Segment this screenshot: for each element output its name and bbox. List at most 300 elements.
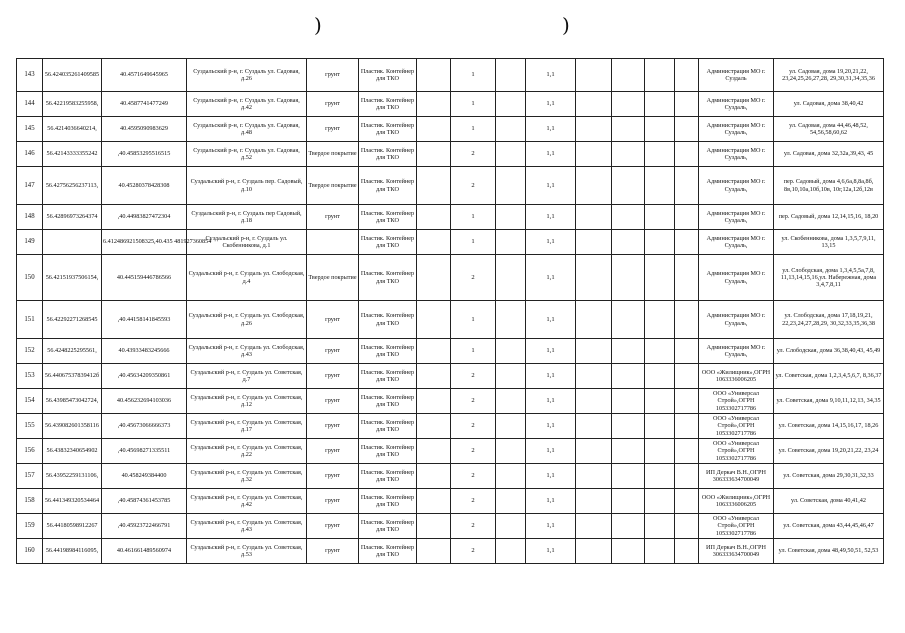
empty-cell — [675, 301, 699, 339]
address-cell: Суздальский р-н, г. Суздаль ул. Советская, д.53 — [187, 539, 307, 564]
empty-cell — [417, 167, 451, 205]
empty-cell — [645, 301, 675, 339]
served-addresses-cell: ул. Советская, дома 40,41,42 — [774, 489, 884, 514]
empty-cell — [576, 464, 612, 489]
longitude-cell: 40.4595090983629 — [102, 117, 187, 142]
empty-cell — [645, 439, 675, 464]
empty-cell — [576, 539, 612, 564]
row-number: 149 — [17, 230, 43, 255]
served-addresses-cell: ул. Советская, дома 19,20,21,22, 23,24 — [774, 439, 884, 464]
surface-cover-cell: Твердое покрытие — [307, 255, 359, 301]
empty-cell — [576, 59, 612, 92]
empty-cell — [645, 514, 675, 539]
row-number: 159 — [17, 514, 43, 539]
container-count-cell: 1 — [451, 92, 496, 117]
owner-cell: Администрация МО г. Суздаль, — [699, 205, 774, 230]
address-cell: Суздальский р-н, г. Суздаль ул. Советская, д.17 — [187, 414, 307, 439]
surface-cover-cell: грунт — [307, 205, 359, 230]
latitude-cell: 56.42896973264374 — [43, 205, 102, 230]
bracket-mark-left: ) — [314, 13, 322, 37]
container-volume-cell: 1,1 — [526, 230, 576, 255]
row-number: 154 — [17, 389, 43, 414]
empty-cell — [645, 464, 675, 489]
address-cell: Суздальский р-н, г. Суздаль ул. Слободская, д.4 — [187, 255, 307, 301]
longitude-cell: 40.456232694103036 — [102, 389, 187, 414]
container-volume-cell: 1,1 — [526, 464, 576, 489]
empty-cell — [417, 389, 451, 414]
served-addresses-cell: ул. Слободская, дома 36,38,40,43, 45,49 — [774, 339, 884, 364]
longitude-cell: 40.445159446786566 — [102, 255, 187, 301]
container-volume-cell: 1,1 — [526, 255, 576, 301]
empty-cell — [417, 142, 451, 167]
empty-cell — [675, 117, 699, 142]
container-count-cell: 2 — [451, 389, 496, 414]
table-row — [17, 464, 884, 489]
row-number: 153 — [17, 364, 43, 389]
owner-cell: ООО «Жилищник»,ОГРН 1063336006205 — [699, 489, 774, 514]
row-number: 157 — [17, 464, 43, 489]
surface-cover-cell: грунт — [307, 464, 359, 489]
empty-cell — [417, 117, 451, 142]
container-volume-cell: 1,1 — [526, 364, 576, 389]
empty-cell — [675, 230, 699, 255]
empty-cell — [417, 205, 451, 230]
latitude-cell: 56.44198984116095, — [43, 539, 102, 564]
container-count-cell: 1 — [451, 117, 496, 142]
container-volume-cell: 1,1 — [526, 59, 576, 92]
latitude-cell: 56.42292271268545 — [43, 301, 102, 339]
longitude-cell: 6.412486921508325,40.435 481927360854 — [102, 230, 187, 255]
empty-cell — [417, 230, 451, 255]
surface-cover-cell: грунт — [307, 339, 359, 364]
owner-cell: ИП Деркач В.Н.,ОГРН 306333634700049 — [699, 539, 774, 564]
longitude-cell: ,40.45923722466791 — [102, 514, 187, 539]
empty-cell — [675, 255, 699, 301]
latitude-cell: 56.44180598912267 — [43, 514, 102, 539]
served-addresses-cell: ул. Слободская, дома 17,18,19,21, 22,23,24,27,28,29, 30,32,33,35,36,38 — [774, 301, 884, 339]
empty-cell — [417, 92, 451, 117]
row-number: 150 — [17, 255, 43, 301]
container-count-cell: 2 — [451, 439, 496, 464]
surface-cover-cell: грунт — [307, 389, 359, 414]
latitude-cell: 56.424035261409585 — [43, 59, 102, 92]
latitude-cell: 56.4214036640214, — [43, 117, 102, 142]
owner-cell: Администрация МО г. Суздаль, — [699, 167, 774, 205]
empty-cell — [645, 167, 675, 205]
container-count-cell: 2 — [451, 489, 496, 514]
latitude-cell: 56.42756256237113, — [43, 167, 102, 205]
empty-cell — [496, 439, 526, 464]
owner-cell: Администрация МО г. Суздаль, — [699, 142, 774, 167]
served-addresses-cell: ул. Садовая, дома 44,46,48,52, 54,56,58,60,62 — [774, 117, 884, 142]
address-cell: Суздальский р-н, г. Суздаль ул. Садовая, д.52 — [187, 142, 307, 167]
empty-cell — [675, 92, 699, 117]
longitude-cell: ,40.45874361453785 — [102, 489, 187, 514]
longitude-cell: ,40.45853295516515 — [102, 142, 187, 167]
empty-cell — [576, 489, 612, 514]
served-addresses-cell: ул. Советская, дома 29,30,31,32,33 — [774, 464, 884, 489]
container-volume-cell: 1,1 — [526, 514, 576, 539]
served-addresses-cell: ул. Советская, дома 14,15,16,17, 18,26 — [774, 414, 884, 439]
empty-cell — [612, 514, 645, 539]
row-number: 146 — [17, 142, 43, 167]
container-type-cell: Пластик. Контейнер для ТКО — [359, 339, 417, 364]
container-count-cell: 2 — [451, 255, 496, 301]
container-type-cell: Пластик. Контейнер для ТКО — [359, 389, 417, 414]
row-number: 160 — [17, 539, 43, 564]
surface-cover-cell: грунт — [307, 364, 359, 389]
empty-cell — [645, 59, 675, 92]
table-row — [17, 364, 884, 389]
served-addresses-cell: ул. Садовая, дома 32,32а,39,43, 45 — [774, 142, 884, 167]
empty-cell — [417, 364, 451, 389]
latitude-cell: 56.42151937506154, — [43, 255, 102, 301]
empty-cell — [576, 339, 612, 364]
surface-cover-cell: грунт — [307, 59, 359, 92]
table-row — [17, 389, 884, 414]
empty-cell — [645, 142, 675, 167]
owner-cell: Администрация МО г. Суздаль, — [699, 92, 774, 117]
container-count-cell: 2 — [451, 142, 496, 167]
latitude-cell: 56.42143333355242 — [43, 142, 102, 167]
empty-cell — [612, 59, 645, 92]
empty-cell — [417, 539, 451, 564]
address-cell: Суздальский р-н, г. Суздаль ул. Советская, д.43 — [187, 514, 307, 539]
empty-cell — [612, 539, 645, 564]
served-addresses-cell: ул. Садовая, дома 19,20,21,22, 23,24,25,26,27,28, 29,30,31,34,35,36 — [774, 59, 884, 92]
row-number: 145 — [17, 117, 43, 142]
container-type-cell: Пластик. Контейнер для ТКО — [359, 439, 417, 464]
longitude-cell: 40.43933483245666 — [102, 339, 187, 364]
empty-cell — [612, 205, 645, 230]
table-body — [17, 59, 884, 564]
empty-cell — [675, 514, 699, 539]
empty-cell — [576, 301, 612, 339]
row-number: 143 — [17, 59, 43, 92]
empty-cell — [645, 92, 675, 117]
empty-cell — [576, 389, 612, 414]
empty-cell — [645, 230, 675, 255]
container-volume-cell: 1,1 — [526, 414, 576, 439]
empty-cell — [612, 92, 645, 117]
container-type-cell: Пластик. Контейнер для ТКО — [359, 142, 417, 167]
table-row — [17, 414, 884, 439]
empty-cell — [496, 301, 526, 339]
empty-cell — [496, 92, 526, 117]
longitude-cell: 40.4571649645965 — [102, 59, 187, 92]
owner-cell: ООО «Универсал Строй»,ОГРН 1053302717786 — [699, 439, 774, 464]
empty-cell — [576, 255, 612, 301]
empty-cell — [576, 230, 612, 255]
empty-cell — [496, 489, 526, 514]
container-sites-table — [16, 58, 884, 564]
table-row — [17, 439, 884, 464]
empty-cell — [612, 230, 645, 255]
container-volume-cell: 1,1 — [526, 301, 576, 339]
surface-cover-cell: Твердое покрытие — [307, 142, 359, 167]
container-type-cell: Пластик. Контейнер для ТКО — [359, 364, 417, 389]
owner-cell: Администрация МО г. Суздаль, — [699, 255, 774, 301]
table-row — [17, 117, 884, 142]
row-number: 155 — [17, 414, 43, 439]
served-addresses-cell: пер. Садовый, дома 12,14,15,16, 18,20 — [774, 205, 884, 230]
empty-cell — [496, 59, 526, 92]
latitude-cell: 56.42219583255958, — [43, 92, 102, 117]
address-cell: Суздальский р-н, г. Суздаль ул. Скобенникова, д.1 — [187, 230, 307, 255]
empty-cell — [612, 142, 645, 167]
table-row — [17, 339, 884, 364]
empty-cell — [645, 414, 675, 439]
longitude-cell: 40.4587741477249 — [102, 92, 187, 117]
owner-cell: Администрация МО г. Суздаль, — [699, 230, 774, 255]
address-cell: Суздальский р-н, г. Суздаль ул. Советская, д.42 — [187, 489, 307, 514]
empty-cell — [496, 255, 526, 301]
container-type-cell: Пластик. Контейнер для ТКО — [359, 539, 417, 564]
container-type-cell: Пластик. Контейнер для ТКО — [359, 414, 417, 439]
empty-cell — [675, 59, 699, 92]
longitude-cell: 40.45280378428308 — [102, 167, 187, 205]
empty-cell — [496, 464, 526, 489]
address-cell: Суздальский р-н, г. Суздаль пер Садовый, д.18 — [187, 205, 307, 230]
table-row — [17, 142, 884, 167]
empty-cell — [417, 464, 451, 489]
empty-cell — [496, 142, 526, 167]
owner-cell: ООО «Универсал Строй»,ОГРН 1053302717786 — [699, 389, 774, 414]
container-count-cell: 2 — [451, 167, 496, 205]
surface-cover-cell: грунт — [307, 539, 359, 564]
container-count-cell: 2 — [451, 414, 496, 439]
longitude-cell: ,40.45634209350861 — [102, 364, 187, 389]
empty-cell — [675, 489, 699, 514]
empty-cell — [496, 389, 526, 414]
empty-cell — [612, 489, 645, 514]
address-cell: Суздальский р-н, г. Суздаль ул. Советская, д.12 — [187, 389, 307, 414]
empty-cell — [645, 205, 675, 230]
table-row — [17, 167, 884, 205]
address-cell: Суздальский р-н, г. Суздаль ул. Советская, д.32 — [187, 464, 307, 489]
container-volume-cell: 1,1 — [526, 339, 576, 364]
empty-cell — [576, 117, 612, 142]
container-type-cell: Пластик. Контейнер для ТКО — [359, 301, 417, 339]
container-type-cell: Пластик. Контейнер для ТКО — [359, 230, 417, 255]
served-addresses-cell: ул. Слободская, дома 1,3,4,5,5а,7,8, 11,13,14,15,16,ул. Набережная, дома 3,4,7,8,11 — [774, 255, 884, 301]
longitude-cell: ,40.45673066666373 — [102, 414, 187, 439]
container-volume-cell: 1,1 — [526, 439, 576, 464]
container-count-cell: 1 — [451, 59, 496, 92]
container-count-cell: 1 — [451, 230, 496, 255]
empty-cell — [645, 255, 675, 301]
empty-cell — [675, 414, 699, 439]
empty-cell — [576, 167, 612, 205]
empty-cell — [612, 167, 645, 205]
longitude-cell: ,40.44158141845593 — [102, 301, 187, 339]
owner-cell: ООО «Жилищник»,ОГРН 1063336006205 — [699, 364, 774, 389]
empty-cell — [612, 414, 645, 439]
container-count-cell: 2 — [451, 539, 496, 564]
empty-cell — [612, 389, 645, 414]
empty-cell — [417, 414, 451, 439]
row-number: 152 — [17, 339, 43, 364]
address-cell: Суздальский р-н, г. Суздаль ул. Садовая, д.26 — [187, 59, 307, 92]
empty-cell — [496, 205, 526, 230]
owner-cell: Администрация МО г. Суздаль, — [699, 117, 774, 142]
empty-cell — [675, 464, 699, 489]
row-number: 147 — [17, 167, 43, 205]
latitude-cell: 56.43985473042724, — [43, 389, 102, 414]
empty-cell — [496, 414, 526, 439]
row-number: 144 — [17, 92, 43, 117]
empty-cell — [576, 142, 612, 167]
latitude-cell: 56.43952259131106, — [43, 464, 102, 489]
empty-cell — [645, 389, 675, 414]
empty-cell — [612, 439, 645, 464]
empty-cell — [417, 59, 451, 92]
owner-cell: ООО «Универсал Строй»,ОГРН 1053302717786 — [699, 514, 774, 539]
container-volume-cell: 1,1 — [526, 489, 576, 514]
container-count-cell: 1 — [451, 301, 496, 339]
empty-cell — [417, 514, 451, 539]
latitude-cell: 56.43832340654902 — [43, 439, 102, 464]
owner-cell: Администрация МО г. Суздаль — [699, 59, 774, 92]
longitude-cell: ,40.44983827472304 — [102, 205, 187, 230]
container-type-cell: Пластик. Контейнер для ТКО — [359, 255, 417, 301]
served-addresses-cell: ул. Скобенникова, дома 1,3,5,7,9,11, 13,15 — [774, 230, 884, 255]
empty-cell — [417, 255, 451, 301]
surface-cover-cell: грунт — [307, 92, 359, 117]
address-cell: Суздальский р-н, г. Суздаль ул. Садовая, д.48 — [187, 117, 307, 142]
owner-cell: Администрация МО г. Суздаль, — [699, 301, 774, 339]
owner-cell: Администрация МО г. Суздаль, — [699, 339, 774, 364]
table-row — [17, 205, 884, 230]
container-volume-cell: 1,1 — [526, 539, 576, 564]
owner-cell: ООО «Универсал Строй»,ОГРН 1053302717786 — [699, 414, 774, 439]
empty-cell — [675, 339, 699, 364]
surface-cover-cell: Твердое покрытие — [307, 167, 359, 205]
empty-cell — [645, 364, 675, 389]
container-type-cell: Пластик. Контейнер для ТКО — [359, 167, 417, 205]
table-row — [17, 59, 884, 92]
surface-cover-cell: грунт — [307, 301, 359, 339]
surface-cover-cell: грунт — [307, 439, 359, 464]
owner-cell: ИП Деркач В.Н.,ОГРН 306333634700049 — [699, 464, 774, 489]
row-number: 148 — [17, 205, 43, 230]
empty-cell — [576, 414, 612, 439]
table-row — [17, 539, 884, 564]
address-cell: Суздальский р-н, г. Суздаль ул. Садовая, д.42 — [187, 92, 307, 117]
longitude-cell: ,40.45698271335511 — [102, 439, 187, 464]
empty-cell — [612, 117, 645, 142]
surface-cover-cell: грунт — [307, 414, 359, 439]
empty-cell — [645, 539, 675, 564]
page-header-marks — [0, 14, 905, 40]
served-addresses-cell: ул. Советская, дома 1,2,3,4,5,6,7, 8,36,37 — [774, 364, 884, 389]
container-type-cell: Пластик. Контейнер для ТКО — [359, 117, 417, 142]
empty-cell — [496, 514, 526, 539]
longitude-cell: 40.461661489560974 — [102, 539, 187, 564]
address-cell: Суздальский р-н, г. Суздаль ул. Советская, д.22 — [187, 439, 307, 464]
table-row — [17, 255, 884, 301]
container-volume-cell: 1,1 — [526, 92, 576, 117]
empty-cell — [496, 339, 526, 364]
served-addresses-cell: ул. Советская, дома 43,44,45,46,47 — [774, 514, 884, 539]
served-addresses-cell: пер. Садовый, дома 4,6,6а,8,8а,8б, 8в,10,10а,10б,10в, 10г,12а,12б,12в — [774, 167, 884, 205]
container-count-cell: 2 — [451, 464, 496, 489]
longitude-cell: 40.458249384400 — [102, 464, 187, 489]
empty-cell — [675, 389, 699, 414]
table-row — [17, 489, 884, 514]
empty-cell — [417, 489, 451, 514]
container-type-cell: Пластик. Контейнер для ТКО — [359, 514, 417, 539]
container-volume-cell: 1,1 — [526, 117, 576, 142]
table-row — [17, 514, 884, 539]
empty-cell — [645, 117, 675, 142]
container-type-cell: Пластик. Контейнер для ТКО — [359, 489, 417, 514]
empty-cell — [417, 301, 451, 339]
address-cell: Суздальский р-н, г. Суздаль пер. Садовый, д.10 — [187, 167, 307, 205]
empty-cell — [417, 339, 451, 364]
empty-cell — [496, 364, 526, 389]
container-count-cell: 1 — [451, 205, 496, 230]
empty-cell — [675, 167, 699, 205]
latitude-cell: 56.44067537839412б — [43, 364, 102, 389]
container-volume-cell: 1,1 — [526, 142, 576, 167]
served-addresses-cell: ул. Советская, дома 9,10,11,12,13, 34,35 — [774, 389, 884, 414]
empty-cell — [675, 142, 699, 167]
container-type-cell: Пластик. Контейнер для ТКО — [359, 205, 417, 230]
row-number: 156 — [17, 439, 43, 464]
empty-cell — [576, 514, 612, 539]
empty-cell — [645, 339, 675, 364]
empty-cell — [496, 117, 526, 142]
container-count-cell: 2 — [451, 514, 496, 539]
empty-cell — [612, 339, 645, 364]
latitude-cell — [43, 230, 102, 255]
container-type-cell: Пластик. Контейнер для ТКО — [359, 464, 417, 489]
served-addresses-cell: ул. Советская, дома 48,49,50,51, 52,53 — [774, 539, 884, 564]
table-row — [17, 301, 884, 339]
table-row — [17, 92, 884, 117]
surface-cover-cell: грунт — [307, 514, 359, 539]
bracket-mark-right: ) — [562, 13, 570, 37]
empty-cell — [675, 539, 699, 564]
container-type-cell: Пластик. Контейнер для ТКО — [359, 92, 417, 117]
empty-cell — [417, 439, 451, 464]
empty-cell — [496, 230, 526, 255]
empty-cell — [612, 255, 645, 301]
empty-cell — [675, 205, 699, 230]
container-volume-cell: 1,1 — [526, 167, 576, 205]
empty-cell — [576, 439, 612, 464]
address-cell: Суздальский р-н, г. Суздаль ул. Слободская, д.43 — [187, 339, 307, 364]
container-volume-cell: 1,1 — [526, 389, 576, 414]
empty-cell — [576, 205, 612, 230]
empty-cell — [675, 364, 699, 389]
empty-cell — [496, 539, 526, 564]
empty-cell — [612, 464, 645, 489]
row-number: 158 — [17, 489, 43, 514]
empty-cell — [675, 439, 699, 464]
container-type-cell: Пластик. Контейнер для ТКО — [359, 59, 417, 92]
served-addresses-cell: ул. Садовая, дома 38,40,42 — [774, 92, 884, 117]
address-cell: Суздальский р-н, г. Суздаль ул. Слободская, д.26 — [187, 301, 307, 339]
container-count-cell: 2 — [451, 364, 496, 389]
surface-cover-cell — [307, 230, 359, 255]
empty-cell — [496, 167, 526, 205]
row-number: 151 — [17, 301, 43, 339]
empty-cell — [612, 301, 645, 339]
empty-cell — [645, 489, 675, 514]
empty-cell — [576, 92, 612, 117]
